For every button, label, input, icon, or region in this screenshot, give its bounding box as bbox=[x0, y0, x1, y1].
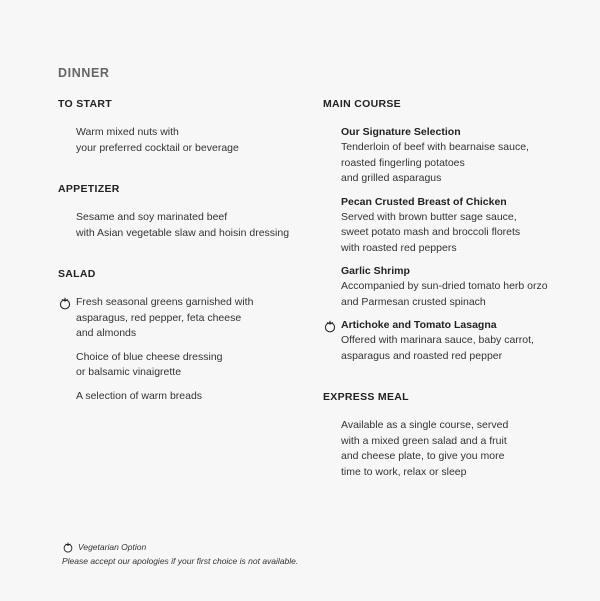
footer bbox=[62, 540, 298, 568]
section-heading: APPETIZER bbox=[58, 183, 120, 195]
section-express-meal bbox=[323, 390, 573, 480]
menu-item bbox=[58, 210, 308, 241]
item-line: A selection of warm breads bbox=[76, 389, 203, 402]
item-line: roasted fingerling potatoes bbox=[341, 156, 465, 169]
item-name: Our Signature Selection bbox=[341, 126, 461, 138]
section-heading: EXPRESS MEAL bbox=[323, 391, 409, 403]
menu-item bbox=[323, 418, 573, 480]
item-line: and almonds bbox=[76, 327, 137, 339]
vegetarian-legend bbox=[62, 540, 298, 554]
right-column bbox=[323, 97, 573, 488]
section-to-start bbox=[58, 97, 308, 156]
section-heading: SALAD bbox=[58, 268, 96, 280]
item-line: Accompanied by sun-dried tomato herb orzo bbox=[341, 280, 548, 292]
item-line: and cheese plate, to give you more bbox=[341, 450, 505, 462]
item-line: Offered with marinara sauce, baby carrot, bbox=[341, 334, 534, 346]
item-name: Garlic Shrimp bbox=[341, 265, 410, 277]
item-line: Tenderloin of beef with bearnaise sauce, bbox=[341, 141, 529, 153]
page-title: DINNER bbox=[58, 66, 110, 80]
item-line: sweet potato mash and broccoli florets bbox=[341, 226, 521, 238]
item-line: asparagus, red pepper, feta cheese bbox=[76, 311, 242, 324]
menu-item bbox=[323, 318, 573, 364]
item-line: and Parmesan crusted spinach bbox=[341, 295, 486, 308]
menu-item bbox=[58, 295, 308, 342]
item-line: Fresh seasonal greens garnished with bbox=[76, 296, 254, 308]
item-line: Served with brown butter sage sauce, bbox=[341, 210, 517, 223]
tomato-icon bbox=[58, 296, 72, 310]
apology-note bbox=[62, 554, 298, 568]
item-line: Choice of blue cheese dressing bbox=[76, 350, 223, 363]
menu-item bbox=[58, 350, 308, 381]
item-line: asparagus and roasted red pepper bbox=[341, 349, 503, 362]
section-appetizer bbox=[58, 182, 308, 241]
apology-text: Please accept our apologies if your first choice is not available. bbox=[62, 556, 299, 566]
item-line: with roasted red peppers bbox=[341, 241, 457, 254]
item-line: or balsamic vinaigrette bbox=[76, 366, 182, 378]
item-line: with Asian vegetable slaw and hoisin dressing bbox=[76, 226, 290, 239]
section-heading: MAIN COURSE bbox=[323, 98, 401, 110]
item-line: and grilled asparagus bbox=[341, 172, 442, 184]
menu-item bbox=[323, 264, 573, 310]
menu-item bbox=[58, 125, 308, 156]
section-heading: TO START bbox=[58, 98, 112, 110]
item-line: Sesame and soy marinated beef bbox=[76, 211, 228, 223]
item-line: your preferred cocktail or beverage bbox=[76, 141, 239, 154]
menu-item bbox=[323, 195, 573, 257]
item-name: Artichoke and Tomato Lasagna bbox=[341, 319, 497, 331]
tomato-icon bbox=[62, 541, 74, 553]
section-main-course bbox=[323, 97, 573, 364]
tomato-icon bbox=[323, 319, 337, 333]
item-name: Pecan Crusted Breast of Chicken bbox=[341, 195, 507, 208]
vegetarian-label: Vegetarian Option bbox=[78, 542, 147, 552]
menu-item bbox=[58, 389, 308, 405]
section-salad bbox=[58, 267, 308, 404]
item-line: Warm mixed nuts with bbox=[76, 126, 179, 138]
menu-item bbox=[323, 125, 573, 187]
item-line: time to work, relax or sleep bbox=[341, 465, 467, 478]
item-line: with a mixed green salad and a fruit bbox=[341, 434, 507, 447]
left-column bbox=[58, 97, 308, 412]
item-line: Available as a single course, served bbox=[341, 419, 509, 431]
